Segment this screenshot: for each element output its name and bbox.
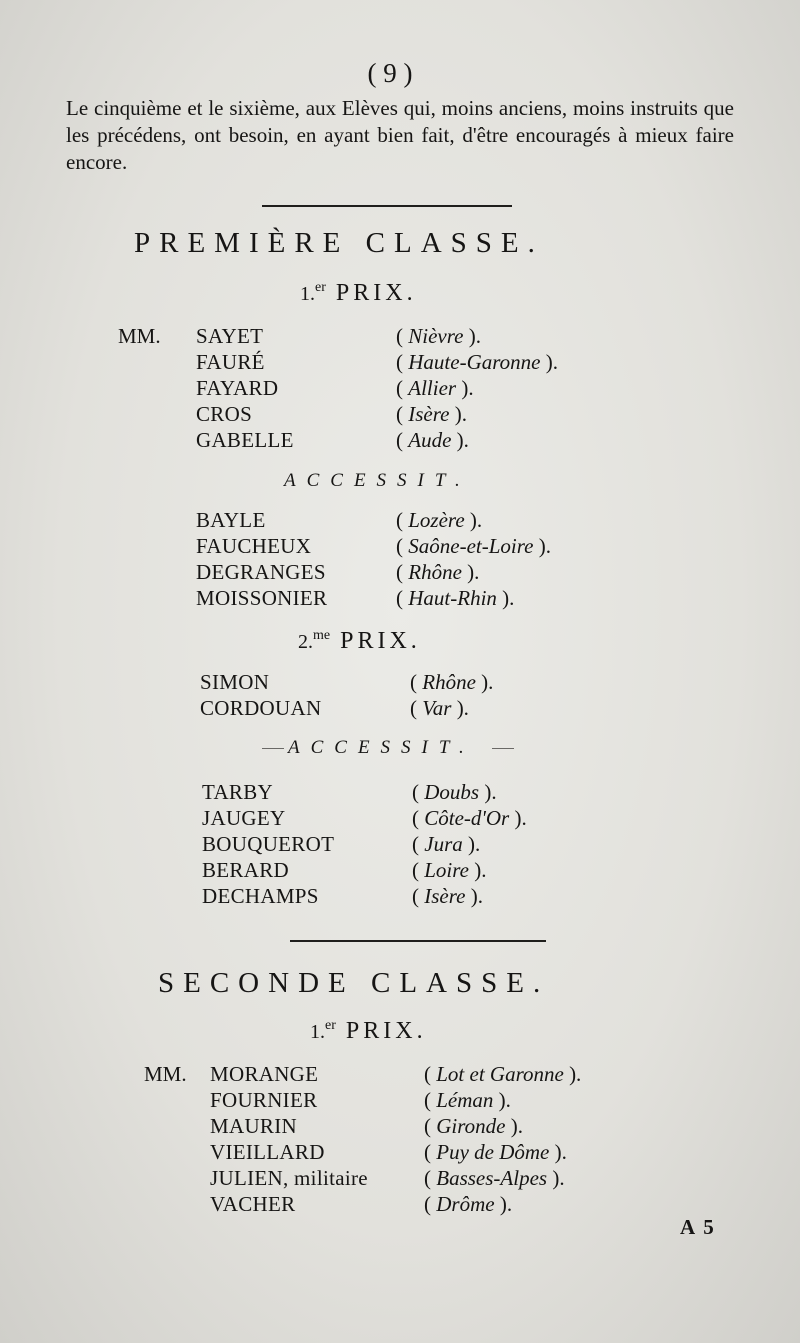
prize-ordinal: 2. (298, 631, 313, 653)
winner-dept: ( Puy de Dôme ). (424, 1140, 567, 1164)
winner-dept: ( Nièvre ). (396, 324, 481, 348)
winner-dept: ( Isère ). (396, 402, 467, 426)
winner-name: JULIEN, militaire (210, 1166, 368, 1190)
accessit-dept: ( Lozère ). (396, 508, 483, 532)
section-divider (262, 205, 512, 207)
winner-name: SAYET (196, 324, 264, 348)
winner-name: FAURÉ (196, 350, 265, 374)
prize-ordinal-sup: er (315, 280, 326, 295)
winner-name: VIEILLARD (210, 1140, 325, 1164)
accessit-dept: ( Loire ). (412, 858, 487, 882)
accessit-name: BERARD (202, 858, 289, 882)
accessit-name: DEGRANGES (196, 560, 326, 584)
winner-dept: ( Rhône ). (410, 670, 494, 694)
winner-name: VACHER (210, 1192, 296, 1216)
accessit-name: JAUGEY (202, 806, 286, 830)
winner-dept: ( Basses-Alpes ). (424, 1166, 565, 1190)
winner-name: MAURIN (210, 1114, 297, 1138)
accessit-dept: ( Haut-Rhin ). (396, 586, 515, 610)
winner-dept: ( Lot et Garonne ). (424, 1062, 582, 1086)
accessit-dept: ( Isère ). (412, 884, 483, 908)
winner-name: GABELLE (196, 428, 294, 452)
prize-ordinal: 1. (310, 1021, 325, 1043)
winner-name: FAYARD (196, 376, 279, 400)
prize-label: PRIX. (335, 280, 417, 306)
accessit-dept: ( Rhône ). (396, 560, 480, 584)
accessit-dept: ( Côte-d'Or ). (412, 806, 527, 830)
second-class-prize1-heading (310, 1018, 427, 1045)
second-class-title: SECONDE CLASSE. (158, 967, 550, 999)
accessit-name: DECHAMPS (202, 884, 319, 908)
winner-prefix: MM. (144, 1062, 187, 1086)
first-class-prize2-heading (298, 628, 421, 655)
winner-name: FOURNIER (210, 1088, 318, 1112)
prize-label: PRIX. (340, 628, 421, 654)
accessit-name: BOUQUEROT (202, 832, 335, 856)
accessit-dept: ( Saône-et-Loire ). (396, 534, 551, 558)
accessit-name: MOISSONIER (196, 586, 328, 610)
intro-paragraph: Le cinquième et le sixième, aux Elèves qui, moins anciens, moins instruits que les précédens, ont besoin, en ayant bien fait, d'être encouragés à mieux faire encore. (66, 96, 734, 174)
winner-name: MORANGE (210, 1062, 319, 1086)
prize-label: PRIX. (345, 1018, 427, 1044)
winner-dept: ( Var ). (410, 696, 469, 720)
prize-ordinal: 1. (300, 283, 315, 305)
winner-dept: ( Haute-Garonne ). (396, 350, 558, 374)
first-class-accessit1-heading: ACCESSIT. (284, 470, 471, 491)
accessit-name: TARBY (202, 780, 273, 804)
winner-prefix: MM. (118, 324, 161, 348)
accessit-name: FAUCHEUX (196, 534, 312, 558)
winner-name: CROS (196, 402, 253, 426)
signature-mark: A 5 (680, 1215, 716, 1239)
accessit-dash-left (262, 748, 284, 749)
page-number: ( 9 ) (367, 58, 413, 88)
winner-dept: ( Aude ). (396, 428, 469, 452)
winner-dept: ( Drôme ). (424, 1192, 513, 1216)
first-class-accessit2-heading: ACCESSIT. (288, 737, 475, 758)
accessit-name: BAYLE (196, 508, 266, 532)
winner-name: SIMON (200, 670, 270, 694)
prize-ordinal-sup: er (325, 1018, 336, 1033)
accessit-dash-right (492, 748, 514, 749)
section-divider (290, 940, 546, 942)
first-class-prize1-heading (300, 280, 417, 307)
winner-dept: ( Allier ). (396, 376, 474, 400)
winner-dept: ( Gironde ). (424, 1114, 523, 1138)
first-class-title: PREMIÈRE CLASSE. (134, 227, 544, 259)
winner-dept: ( Léman ). (424, 1088, 511, 1112)
winner-name: CORDOUAN (200, 696, 322, 720)
prize-ordinal-sup: me (313, 628, 331, 643)
accessit-dept: ( Doubs ). (412, 780, 497, 804)
accessit-dept: ( Jura ). (412, 832, 481, 856)
